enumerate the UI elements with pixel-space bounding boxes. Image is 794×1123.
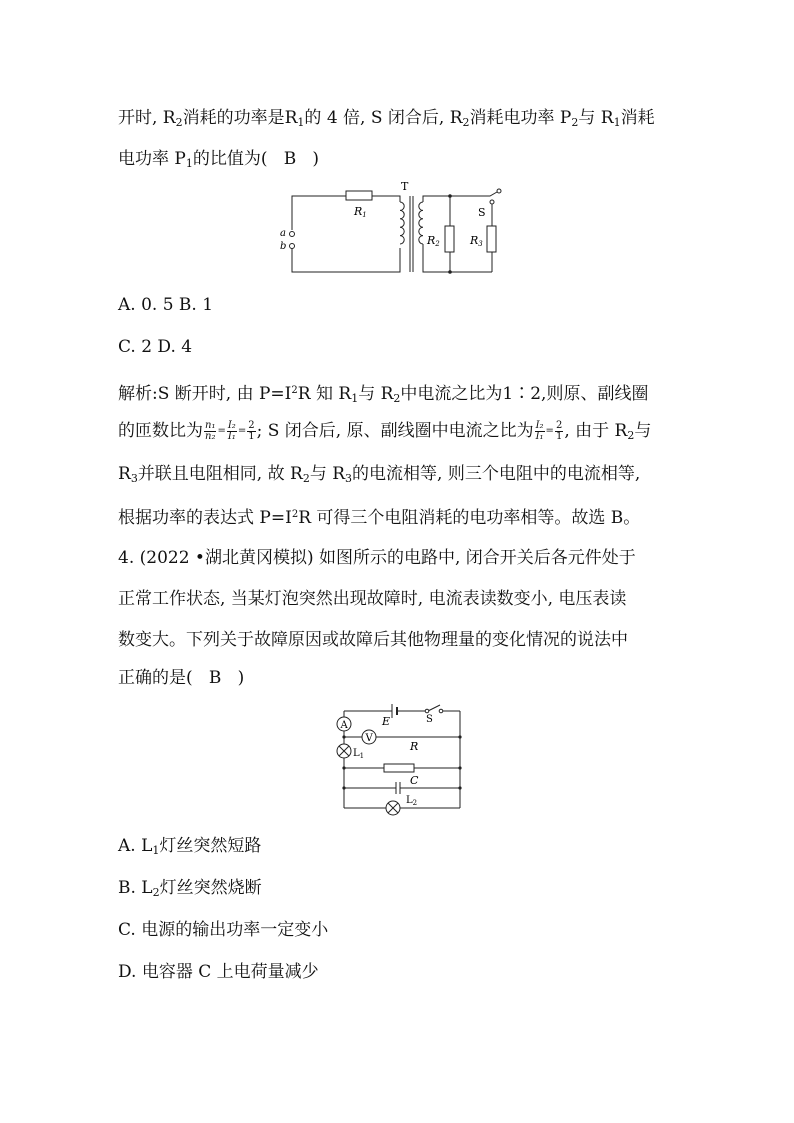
label-v-meter: V bbox=[365, 733, 373, 744]
resistor-r3 bbox=[487, 226, 496, 252]
secondary-coil bbox=[419, 202, 423, 244]
switch-s-contact bbox=[490, 200, 494, 204]
q4-answer: B bbox=[208, 668, 222, 688]
terminal-b bbox=[290, 244, 295, 249]
label-r2: R2 bbox=[427, 234, 440, 248]
q3-analysis-line-4: 根据功率的表达式 $P=I^2R$ 可得三个电阻消耗的电功率相等。故选 B。 bbox=[118, 508, 641, 528]
resistor-r1 bbox=[346, 191, 372, 200]
resistor-r bbox=[384, 764, 414, 772]
switch-s-contact bbox=[425, 709, 429, 713]
fraction-i2-i1-closed: $\frac{\text{I₂}}{\text{I₁}}$ bbox=[535, 420, 544, 442]
q3-answer: B bbox=[283, 149, 297, 169]
terminal-a bbox=[290, 232, 295, 237]
q4-stem-line-4: 正确的是( B ) bbox=[118, 668, 245, 688]
label-r1: R1 bbox=[354, 205, 367, 219]
label-r3: R3 bbox=[470, 234, 483, 248]
fraction-i2-i1: $\frac{\text{I₂}}{\text{I₁}}$ bbox=[227, 420, 236, 442]
q3-analysis-line-3: $R_3$并联且电阻相同, 故 $R_2$与 $R_3$的电流相等, 则三个电阻中的电流相等, bbox=[118, 464, 641, 485]
q4-stem-line-3: 数变大。下列关于故障原因或故障后其他物理量的变化情况的说法中 bbox=[118, 630, 628, 650]
q3-options-cd: C. 2 D. 4 bbox=[118, 337, 193, 357]
fraction-2-1: $\frac{2}{1}$ bbox=[248, 420, 255, 442]
label-l1: $L_1$ bbox=[353, 748, 365, 760]
label-s: S bbox=[426, 714, 433, 725]
q4-stem-line-2: 正常工作状态, 当某灯泡突然出现故障时, 电流表读数变小, 电压表读 bbox=[118, 589, 627, 609]
fraction-n1-n2: $\frac{\text{n₁}}{\text{n₂}}$ bbox=[205, 420, 216, 442]
fraction-2-1-closed: $\frac{2}{1}$ bbox=[555, 420, 563, 442]
q4-stem-line-1: 4. (2022 •湖北黄冈模拟) 如图所示的电路中, 闭合开关后各元件处于 bbox=[118, 548, 636, 568]
label-s: S bbox=[478, 206, 486, 219]
q3-analysis-line-1: 解析:S 断开时, 由 $P=I^2R$ 知 $R_1$与 $R_2$中电流之比为1∶2,则原、副线圈 bbox=[118, 384, 649, 405]
q3-analysis-line-2: 的匝数比为 $\frac{\text{n₁}}{\text{n₂}}$ = $\frac{\text{I₂}}{\text{I₁}}$ = $\frac{2}{1}$ ; S 闭合后, 原、副线圈中电流之比为 $\frac{\text{I₂}}{\text{I₁}}$ = $\frac{2}{1}$ , 由于 $R_2$与 bbox=[118, 420, 652, 442]
label-b: b bbox=[280, 241, 287, 252]
lamp-circuit-diagram bbox=[326, 700, 466, 824]
q4-option-c: C. 电源的输出功率一定变小 bbox=[118, 920, 329, 940]
q4-option-a: A. $L_1$灯丝突然短路 bbox=[118, 836, 262, 857]
q3-stem-line-2: 电功率 $P_1$的比值为( B ) bbox=[118, 149, 320, 170]
q3-options-ab: A. 0. 5 B. 1 bbox=[118, 295, 214, 315]
label-l2: $L_2$ bbox=[406, 795, 418, 807]
label-a: a bbox=[280, 228, 286, 239]
q4-option-b: B. $L_2$灯丝突然烧断 bbox=[118, 878, 262, 899]
resistor-r2 bbox=[445, 226, 454, 252]
label-a-meter: A bbox=[340, 720, 348, 731]
primary-coil bbox=[400, 202, 404, 244]
label-e: E bbox=[382, 715, 391, 728]
label-r: R bbox=[410, 740, 419, 753]
q3-stem-line-1: 开时, $R_2$消耗的功率是$R_1$的 4 倍, S 闭合后, $R_2$消耗电功率 $P_2$与 $R_1$消耗 bbox=[118, 108, 655, 129]
q4-option-d: D. 电容器 C 上电荷量减少 bbox=[118, 962, 319, 982]
transformer-circuit-diagram bbox=[280, 178, 520, 278]
label-c: C bbox=[410, 774, 419, 787]
label-t: T bbox=[401, 180, 409, 193]
